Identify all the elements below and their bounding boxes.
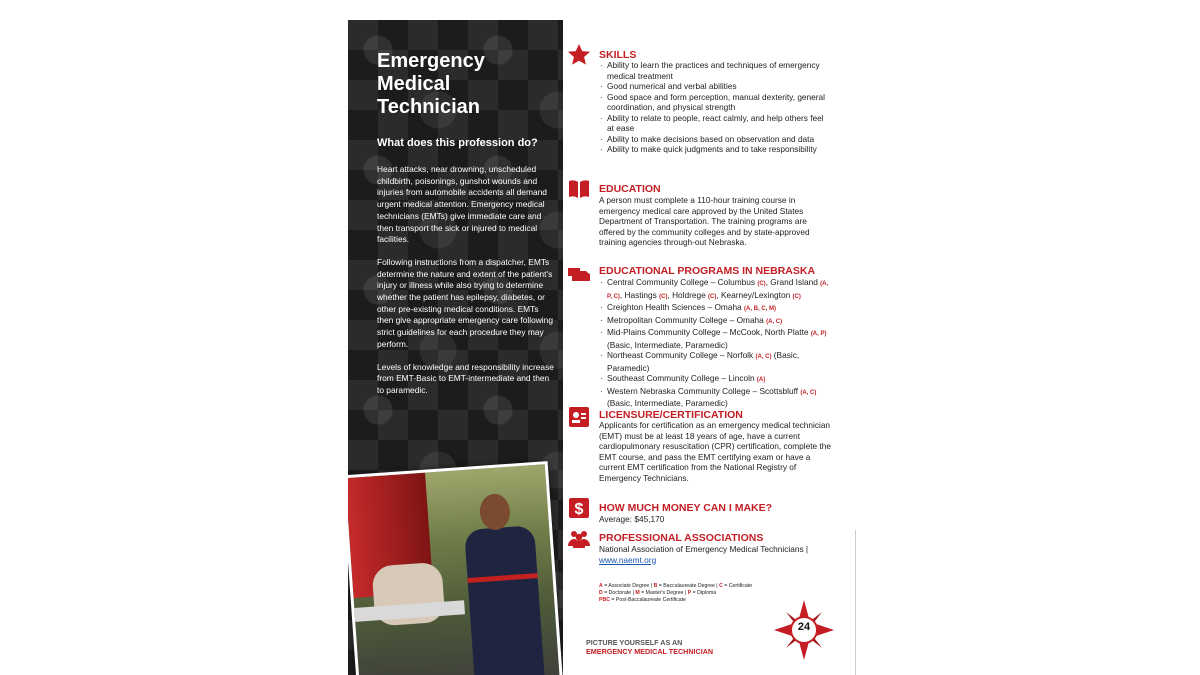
intro-paragraph: Heart attacks, near drowning, unscheduled childbirth, poisonings, gunshot wounds and injuries from automobile accidents all demand urgent medical attention. Emergency medical technicians (EMTs) give immediate care and then transport the sick or injured to medical facilities. — [377, 164, 547, 245]
svg-text:$: $ — [574, 501, 584, 518]
left-panel — [348, 20, 563, 675]
emt-body-shape — [464, 525, 546, 675]
intro-paragraph: Levels of knowledge and responsibility increase from EMT-Basic to EMT-intermediate and then to paramedic. — [377, 361, 554, 395]
id-card-icon — [566, 405, 592, 431]
programs-list — [599, 277, 831, 409]
footer-line: PICTURE YOURSELF AS AN — [586, 638, 683, 647]
legend-line: D = Doctorate | M = Master's Degree | P = Diploma — [599, 590, 717, 596]
legend-line: PBC = Post-Baccalaureate Certificate — [599, 597, 686, 603]
people-icon — [566, 526, 592, 552]
skills-heading: SKILLS — [599, 49, 637, 61]
legend-line: A = Associate Degree | B = Baccalaureate Degree | C = Certificate — [599, 583, 753, 589]
list-item: · Good space and form perception, manual dexterity, general coordination, and physical strength — [599, 92, 831, 113]
list-item: · Ability to relate to people, react calmly, and help others feel at ease — [599, 113, 831, 134]
degree-legend — [599, 583, 752, 604]
list-item: · Ability to learn the practices and techniques of emergency medical treatment — [599, 60, 831, 81]
dollar-icon — [566, 496, 592, 522]
emt-photo — [348, 461, 563, 675]
list-item: · Western Nebraska Community College – Scottsbluff (A, C) (Basic, Intermediate, Paramedic) — [599, 386, 831, 409]
programs-heading: EDUCATIONAL PROGRAMS IN NEBRASKA — [599, 265, 816, 277]
divider — [855, 530, 856, 675]
education-heading: EDUCATION — [599, 183, 661, 195]
nebraska-state-icon — [566, 261, 592, 287]
brochure-page — [348, 20, 856, 675]
salary-text: Average: $45,170 — [599, 514, 665, 524]
list-item: · Good numerical and verbal abilities — [599, 81, 831, 92]
education-text: A person must complete a 110-hour training course in emergency medical care approved by the United States Department of Transportation. The training programs are offered by the community colleges and by state-approved training agencies through-out Nebraska. — [599, 195, 810, 247]
footer-line: EMERGENCY MEDICAL TECHNICIAN — [586, 647, 714, 656]
intro-paragraph: Following instructions from a dispatcher, EMTs determine the nature and extent of the patient's injury or illness while also trying to determine whether the patient has epilepsy, diabetes, or other pre-existing medical conditions. EMTs then give appropriate emergency care following strict guidelines for each procedure they may perform. — [377, 256, 553, 349]
book-icon — [566, 177, 592, 203]
page-footer — [586, 638, 713, 656]
list-item: · Northeast Community College – Norfolk (A, C) (Basic, Paramedic) — [599, 350, 831, 373]
list-item: · Ability to make decisions based on observation and data — [599, 134, 831, 145]
emt-head-shape — [479, 493, 511, 531]
naemt-link[interactable]: www.naemt.org — [599, 554, 657, 565]
licensure-heading: LICENSURE/CERTIFICATION — [599, 409, 743, 421]
page-title: Emergency Medical Technician — [377, 50, 485, 118]
list-item: · Central Community College – Columbus (C), Grand Island (A, P, C), Hastings (C), Holdrege (C), Kearney/Lexington (C) — [599, 277, 831, 302]
page-number: 24 — [797, 621, 811, 633]
list-item: · Mid-Plains Community College – McCook, North Platte (A, P) (Basic, Intermediate, Paramedic) — [599, 327, 831, 350]
licensure-text: Applicants for certification as an emergency medical technician (EMT) must be at least 18 years of age, have a current cardiopulmonary resuscitation (CPR) certification, complete the EMT course, and pass the EMT certifying exam or have a current EMT certification from the National Registry of Emergency Technicians. — [599, 420, 831, 483]
associations-heading: PROFESSIONAL ASSOCIATIONS — [599, 532, 764, 544]
star-icon — [566, 43, 592, 69]
list-item: · Southeast Community College – Lincoln (A) — [599, 373, 831, 386]
section-question: What does this profession do? — [377, 137, 538, 149]
skills-list — [599, 60, 831, 155]
list-item: · Metropolitan Community College – Omaha (A, C) — [599, 315, 831, 328]
list-item: · Ability to make quick judgments and to take responsibility — [599, 144, 831, 155]
intro-text — [377, 164, 555, 408]
money-heading: HOW MUCH MONEY CAN I MAKE? — [599, 502, 773, 514]
associations-text: National Association of Emergency Medical Technicians | www.naemt.org — [599, 544, 809, 565]
list-item: · Creighton Health Sciences – Omaha (A, B, C, M) — [599, 302, 831, 315]
